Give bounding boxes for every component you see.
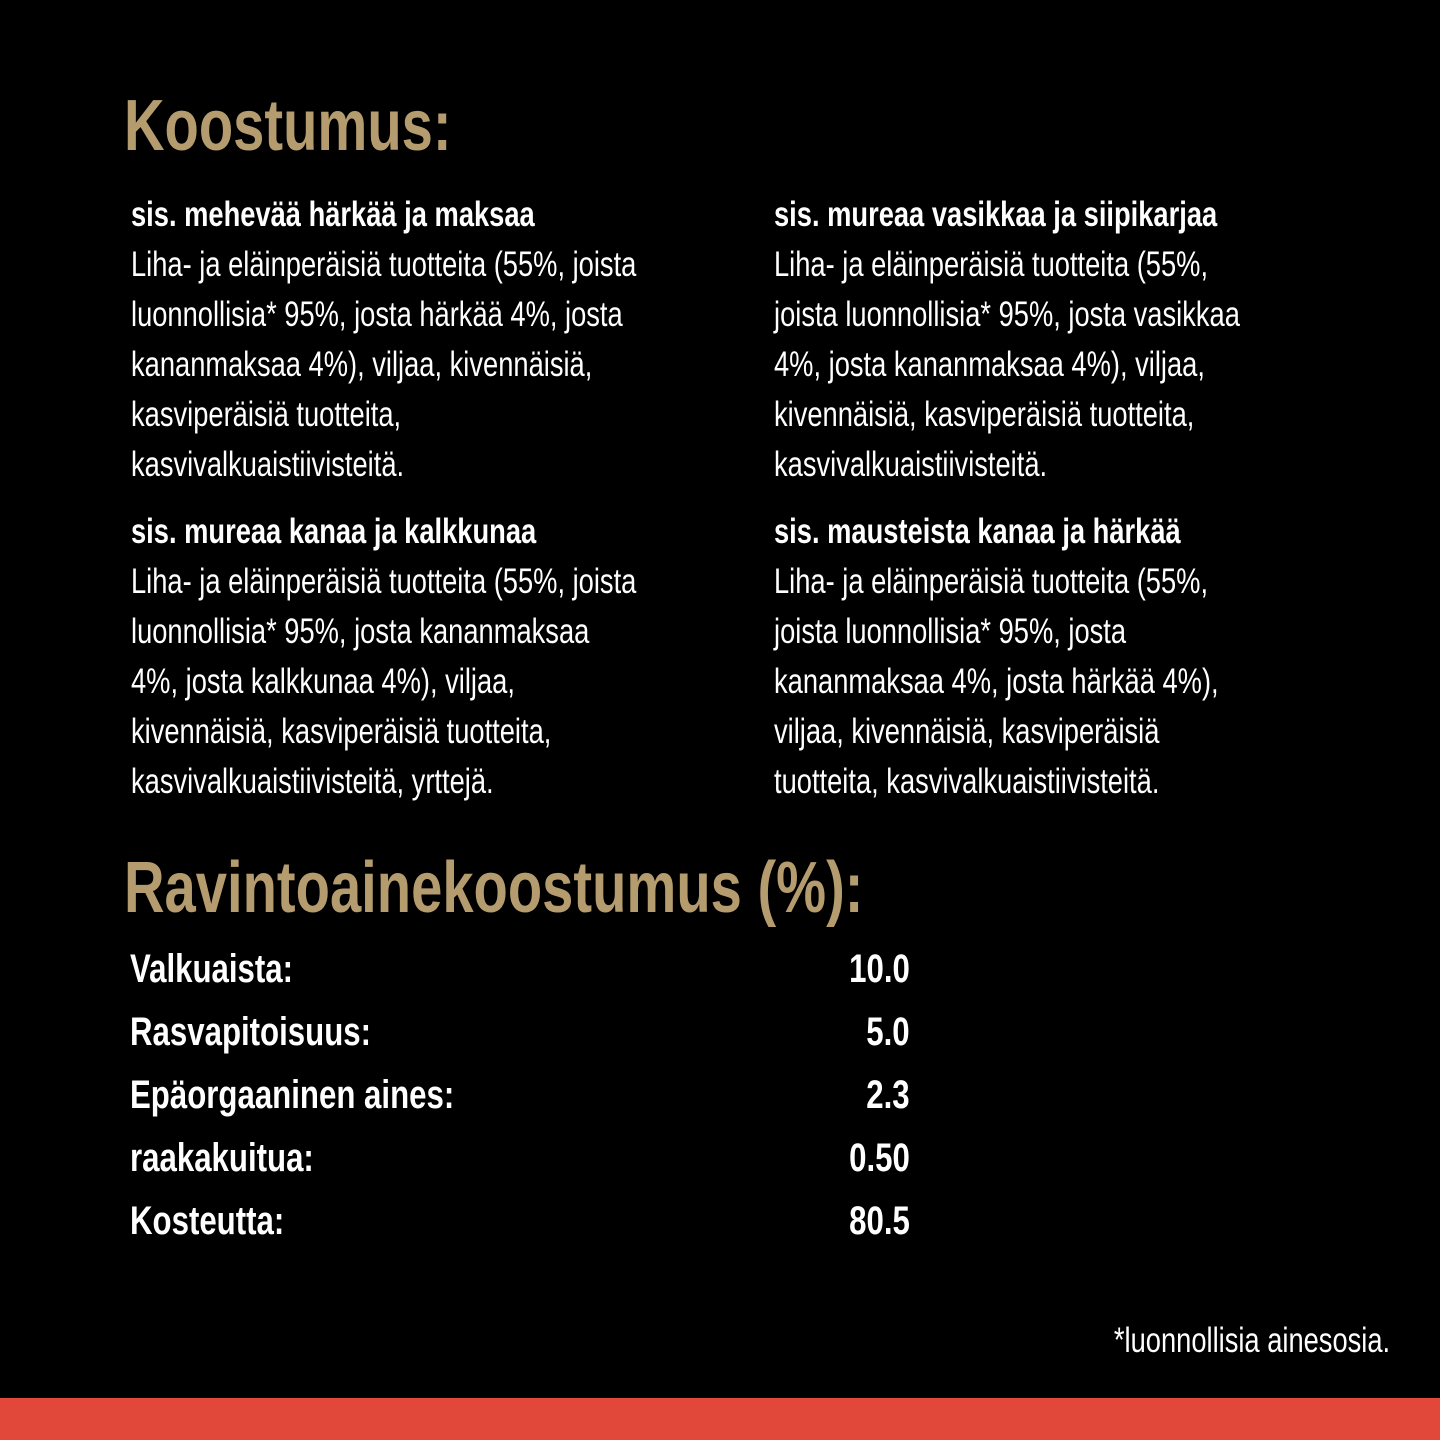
recipe-text-line: kivennäisiä, kasviperäisiä tuotteita,: [774, 395, 1195, 434]
nutrition-row: [130, 1007, 910, 1070]
bottom-accent-bar: [0, 1398, 1440, 1440]
recipe-text-line: joista luonnollisia* 95%, josta: [774, 612, 1127, 651]
recipe-text-line: 4%, josta kananmaksaa 4%), viljaa,: [774, 345, 1205, 384]
nutrition-label: Kosteutta:: [130, 1199, 285, 1243]
nutrition-row: [130, 1196, 910, 1259]
nutrition-row: [130, 1133, 910, 1196]
recipe-block: [774, 190, 1414, 490]
nutrition-label: Valkuaista:: [130, 947, 294, 991]
recipe-title: sis. mureaa kanaa ja kalkkunaa: [131, 512, 537, 551]
nutrition-value: 5.0: [866, 1010, 910, 1054]
nutrition-value: 10.0: [849, 947, 910, 991]
recipe-text-line: Liha- ja eläinperäisiä tuotteita (55%,: [774, 562, 1209, 601]
recipe-text-line: kasvivalkuaistiivisteitä.: [774, 445, 1048, 484]
recipe-text-line: Liha- ja eläinperäisiä tuotteita (55%, joista: [131, 245, 637, 284]
recipe-title: sis. mehevää härkää ja maksaa: [131, 195, 535, 234]
recipe-text-line: kivennäisiä, kasviperäisiä tuotteita,: [131, 712, 552, 751]
recipe-block: [131, 190, 771, 490]
nutrition-label: raakakuitua:: [130, 1136, 314, 1180]
recipe-text-line: tuotteita, kasvivalkuaistiivisteitä.: [774, 762, 1160, 801]
nutrition-row: [130, 944, 910, 1007]
recipe-title: sis. mureaa vasikkaa ja siipikarjaa: [774, 195, 1218, 234]
composition-heading: Koostumus:: [124, 86, 452, 166]
recipe-text-line: kananmaksaa 4%), viljaa, kivennäisiä,: [131, 345, 593, 384]
recipe-block: [774, 507, 1414, 807]
nutrition-row: [130, 1070, 910, 1133]
recipe-title: sis. mausteista kanaa ja härkää: [774, 512, 1181, 551]
recipe-text-line: kasvivalkuaistiivisteitä.: [131, 445, 405, 484]
recipe-text-line: kasvivalkuaistiivisteitä, yrttejä.: [131, 762, 494, 801]
footnote: *luonnollisia ainesosia.: [1113, 1321, 1390, 1360]
recipe-text-line: Liha- ja eläinperäisiä tuotteita (55%, joista: [131, 562, 637, 601]
nutrition-heading: Ravintoainekoostumus (%):: [124, 848, 864, 928]
recipe-text-line: Liha- ja eläinperäisiä tuotteita (55%,: [774, 245, 1209, 284]
nutrition-table: [130, 944, 910, 1259]
recipe-text-line: kananmaksaa 4%, josta härkää 4%),: [774, 662, 1219, 701]
nutrition-label: Epäorgaaninen aines:: [130, 1073, 455, 1117]
recipe-text-line: luonnollisia* 95%, josta kananmaksaa: [131, 612, 590, 651]
recipe-text-line: 4%, josta kalkkunaa 4%), viljaa,: [131, 662, 515, 701]
nutrition-value: 80.5: [849, 1199, 910, 1243]
recipe-text-line: luonnollisia* 95%, josta härkää 4%, josta: [131, 295, 623, 334]
recipe-block: [131, 507, 771, 807]
recipe-text-line: joista luonnollisia* 95%, josta vasikkaa: [774, 295, 1240, 334]
recipe-text-line: kasviperäisiä tuotteita,: [131, 395, 402, 434]
nutrition-label: Rasvapitoisuus:: [130, 1010, 371, 1054]
nutrition-value: 0.50: [849, 1136, 910, 1180]
nutrition-value: 2.3: [866, 1073, 910, 1117]
recipe-text-line: viljaa, kivennäisiä, kasviperäisiä: [774, 712, 1160, 751]
